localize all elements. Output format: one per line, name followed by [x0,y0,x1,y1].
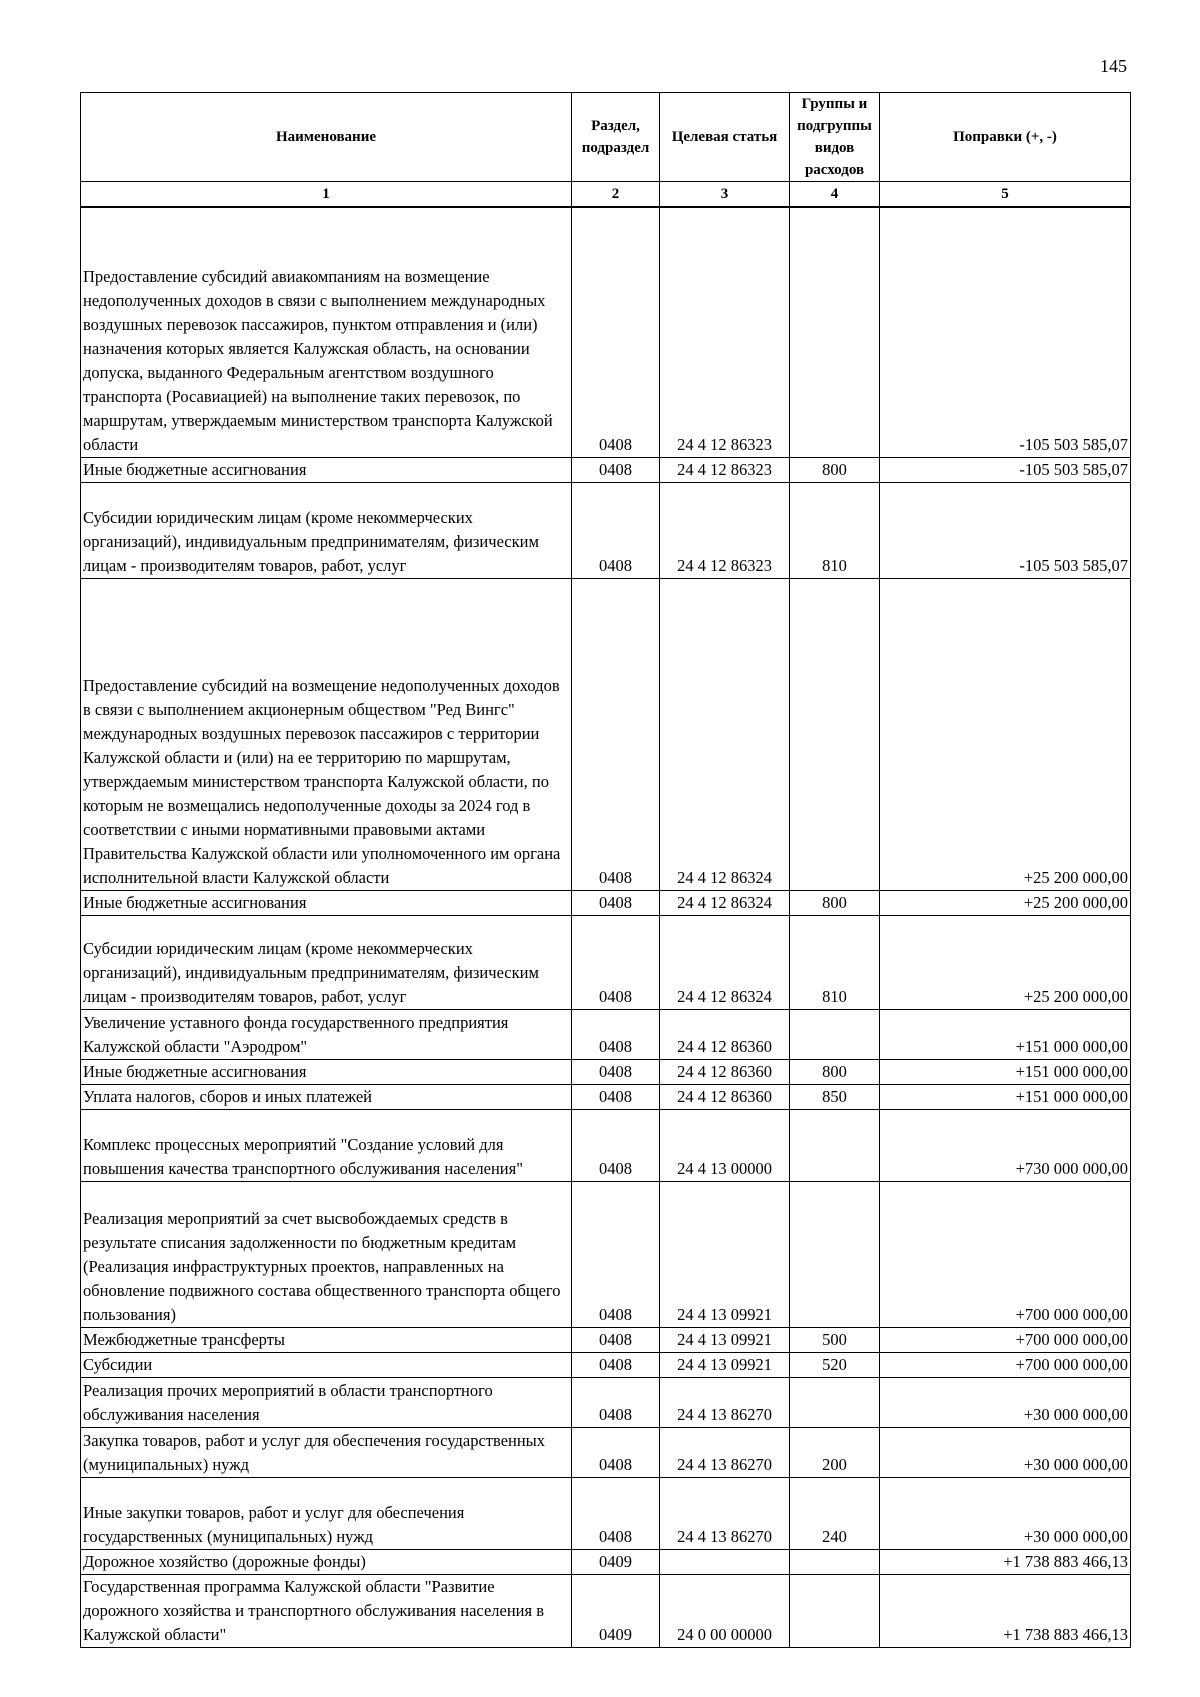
table-row [81,1084,1131,1109]
row-section: 0408 [572,457,660,482]
table-row [81,578,1131,890]
row-section: 0408 [572,915,660,1009]
row-target: 24 4 13 00000 [660,1109,790,1181]
header-groups: Группы и подгруппы видов расходов [790,93,880,182]
row-target: 24 4 13 09921 [660,1352,790,1377]
row-amount: -105 503 585,07 [880,482,1131,578]
row-target: 24 4 12 86324 [660,578,790,890]
row-section: 0408 [572,1477,660,1549]
row-section: 0408 [572,578,660,890]
row-target: 24 4 12 86323 [660,482,790,578]
row-section: 0408 [572,1009,660,1059]
row-group [790,1377,880,1427]
row-name: Субсидии юридическим лицам (кроме некоммерческих организаций), индивидуальным предпринимателям, физическим лицам - производителям товаров, работ, услуг [81,482,572,578]
row-name: Иные закупки товаров, работ и услуг для обеспечения государственных (муниципальных) нужд [81,1477,572,1549]
row-amount: +1 738 883 466,13 [880,1574,1131,1647]
row-target: 24 4 13 86270 [660,1477,790,1549]
row-amount: +730 000 000,00 [880,1109,1131,1181]
row-section: 0408 [572,890,660,915]
row-amount: +30 000 000,00 [880,1477,1131,1549]
table-row [81,1574,1131,1647]
column-number: 1 [81,182,572,208]
row-target [660,1549,790,1574]
row-amount: +25 200 000,00 [880,915,1131,1009]
row-name: Увеличение уставного фонда государственного предприятия Калужской области "Аэродром" [81,1009,572,1059]
table-row [81,1109,1131,1181]
row-group [790,1109,880,1181]
row-group: 810 [790,482,880,578]
row-name: Государственная программа Калужской области "Развитие дорожного хозяйства и транспортного обслуживания населения в Калужской области" [81,1574,572,1647]
table-row [81,1059,1131,1084]
row-amount: +30 000 000,00 [880,1377,1131,1427]
table-row [81,1427,1131,1477]
table-row [81,457,1131,482]
row-target: 24 4 12 86360 [660,1059,790,1084]
table-row [81,207,1131,457]
row-target: 24 4 12 86324 [660,890,790,915]
row-group: 500 [790,1327,880,1352]
row-group [790,1574,880,1647]
row-amount: +700 000 000,00 [880,1327,1131,1352]
row-group: 810 [790,915,880,1009]
table-row [81,1181,1131,1327]
row-section: 0408 [572,207,660,457]
row-section: 0408 [572,1377,660,1427]
column-number: 5 [880,182,1131,208]
row-section: 0408 [572,1181,660,1327]
row-group [790,207,880,457]
row-target: 24 4 12 86323 [660,457,790,482]
row-section: 0409 [572,1574,660,1647]
table-row [81,890,1131,915]
row-group [790,1181,880,1327]
row-group: 850 [790,1084,880,1109]
table-row [81,915,1131,1009]
row-target: 24 4 12 86324 [660,915,790,1009]
row-section: 0408 [572,1084,660,1109]
table-row [81,1327,1131,1352]
row-amount: +1 738 883 466,13 [880,1549,1131,1574]
column-number: 4 [790,182,880,208]
row-target: 24 4 12 86360 [660,1084,790,1109]
row-amount: -105 503 585,07 [880,207,1131,457]
row-section: 0408 [572,482,660,578]
row-amount: +30 000 000,00 [880,1427,1131,1477]
row-section: 0408 [572,1352,660,1377]
header-section: Раздел, подраздел [572,93,660,182]
row-target: 24 0 00 00000 [660,1574,790,1647]
row-target: 24 4 13 09921 [660,1327,790,1352]
row-name: Предоставление субсидий авиакомпаниям на возмещение недополученных доходов в связи с выполнением международных воздушных перевозок пассажиров, пунктом отправления и (или) назначения которых является Калужская область, на основании допуска, выданного Федеральным агентством воздушного транспорта (Росавиацией) на выполнение таких перевозок, по маршрутам, утверждаемым министерством транспорта Калужской области [81,207,572,457]
row-group: 800 [790,1059,880,1084]
row-amount: +25 200 000,00 [880,890,1131,915]
column-number: 2 [572,182,660,208]
row-name: Реализация прочих мероприятий в области транспортного обслуживания населения [81,1377,572,1427]
row-name: Уплата налогов, сборов и иных платежей [81,1084,572,1109]
row-target: 24 4 12 86360 [660,1009,790,1059]
row-name: Закупка товаров, работ и услуг для обеспечения государственных (муниципальных) нужд [81,1427,572,1477]
row-amount: +700 000 000,00 [880,1352,1131,1377]
table-row [81,1352,1131,1377]
row-group [790,1549,880,1574]
row-name: Субсидии [81,1352,572,1377]
row-section: 0408 [572,1109,660,1181]
row-amount: +25 200 000,00 [880,578,1131,890]
row-group [790,1009,880,1059]
row-target: 24 4 13 09921 [660,1181,790,1327]
table-row [81,482,1131,578]
row-section: 0408 [572,1327,660,1352]
header-name: Наименование [81,93,572,182]
row-name: Иные бюджетные ассигнования [81,890,572,915]
row-group: 200 [790,1427,880,1477]
row-name: Субсидии юридическим лицам (кроме некоммерческих организаций), индивидуальным предпринимателям, физическим лицам - производителям товаров, работ, услуг [81,915,572,1009]
row-section: 0409 [572,1549,660,1574]
table-row [81,1009,1131,1059]
row-group: 520 [790,1352,880,1377]
table-row [81,1549,1131,1574]
row-section: 0408 [572,1427,660,1477]
column-number: 3 [660,182,790,208]
row-name: Предоставление субсидий на возмещение недополученных доходов в связи с выполнением акционерным обществом "Ред Вингс" международных воздушных перевозок пассажиров с территории Калужской области и (или) на ее территорию по маршрутам, утверждаемым министерством транспорта Калужской области, по которым не возмещались недополученные доходы за 2024 год в соответствии с иными нормативными правовыми актами Правительства Калужской области или уполномоченного им органа исполнительной власти Калужской области [81,578,572,890]
row-section: 0408 [572,1059,660,1084]
row-target: 24 4 13 86270 [660,1427,790,1477]
row-amount: +151 000 000,00 [880,1084,1131,1109]
row-target: 24 4 13 86270 [660,1377,790,1427]
row-group: 800 [790,457,880,482]
row-amount: -105 503 585,07 [880,457,1131,482]
row-amount: +151 000 000,00 [880,1009,1131,1059]
row-name: Иные бюджетные ассигнования [81,1059,572,1084]
row-amount: +700 000 000,00 [880,1181,1131,1327]
budget-table [80,92,1131,1648]
table-row [81,1377,1131,1427]
row-group [790,578,880,890]
row-group: 240 [790,1477,880,1549]
table-row [81,1477,1131,1549]
page-number: 145 [1100,56,1127,76]
row-name: Межбюджетные трансферты [81,1327,572,1352]
header-target: Целевая статья [660,93,790,182]
row-name: Дорожное хозяйство (дорожные фонды) [81,1549,572,1574]
header-amendments: Поправки (+, -) [880,93,1131,182]
row-name: Реализация мероприятий за счет высвобождаемых средств в результате списания задолженности по бюджетным кредитам (Реализация инфраструктурных проектов, направленных на обновление подвижного состава общественного транспорта общего пользования) [81,1181,572,1327]
row-amount: +151 000 000,00 [880,1059,1131,1084]
row-name: Комплекс процессных мероприятий "Создание условий для повышения качества транспортного обслуживания населения" [81,1109,572,1181]
row-name: Иные бюджетные ассигнования [81,457,572,482]
row-group: 800 [790,890,880,915]
row-target: 24 4 12 86323 [660,207,790,457]
